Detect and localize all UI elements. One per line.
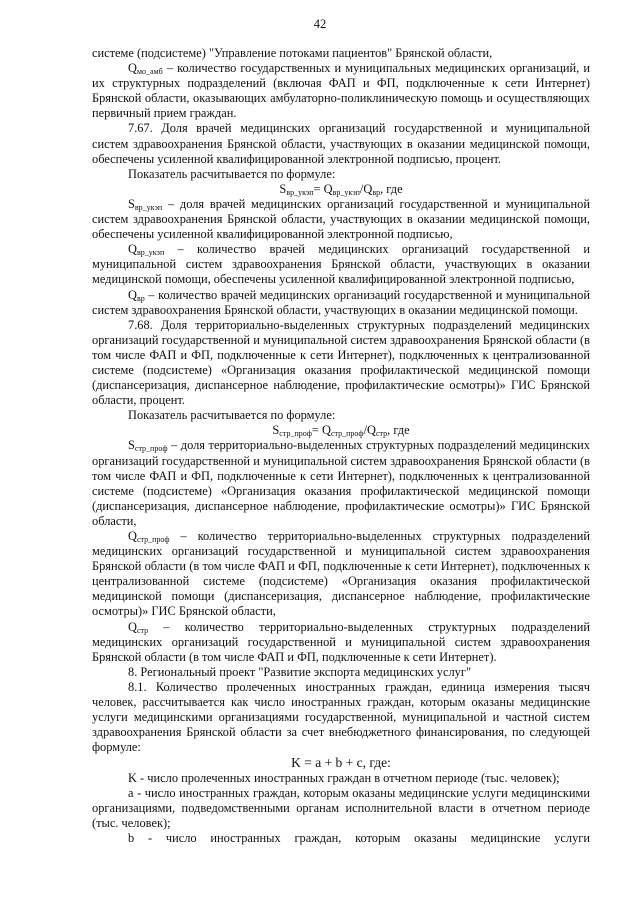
paragraph-p12	[92, 438, 590, 529]
paragraph-p9	[92, 318, 590, 409]
paragraph-p17	[92, 755, 590, 770]
text-segment: Q	[128, 529, 137, 543]
paragraph-p2	[92, 61, 590, 121]
paragraph-p6	[92, 197, 590, 242]
paragraph-p14	[92, 620, 590, 665]
text-segment: /Q	[363, 423, 376, 438]
subscript: вр	[136, 293, 145, 303]
text-segment: – доля территориально-выделенных структурных подразделений медицинских организаций государственной и муниципальной систем здравоохранения Брянской области (в том числе ФАП и ФП, подключенные к сети Интернет), подключенных к централизованной системе (подсистеме) «Организация оказания профилактической медицинской помощи (диспансеризация, диспансерное наблюдение, профилактические осмотры)» ГИС Брянской области,	[92, 438, 590, 528]
text-segment: /Q	[359, 181, 373, 196]
text-segment: – количество государственных и муниципальных медицинских организаций, и их структурных подразделений (включая ФАП и ФП, подключенные к сети Интернет) Брянской области, оказывающих амбулаторно-поликлиническую помощь и осуществляющих первичный прием граждан.	[92, 61, 590, 121]
text-segment: 7.67. Доля врачей медицинских организаций государственной и муниципальной систем здравоохранения Брянской области, участвующих в оказании медицинской помощи, обеспечены усиленной квалифицированной электронной подписью, процент.	[92, 121, 590, 166]
text-segment: Q	[128, 242, 137, 257]
subscript: вр_укэп	[134, 202, 163, 212]
text-segment: = Q	[313, 181, 333, 196]
subscript: вр_укэп	[286, 187, 314, 197]
text-segment: , где	[380, 181, 403, 196]
subscript: стр	[136, 625, 149, 635]
paragraph-p3	[92, 121, 590, 166]
text-segment: S	[279, 181, 287, 196]
text-segment: , где	[387, 423, 410, 438]
text-segment: – количество территориально-выделенных структурных подразделений медицинских организаций государственной и муниципальной систем здравоохранения Брянской области (в том числе ФАП и ФП, подключенные к сети Интернет), подключенных к централизованной системе (подсистеме) «Организация оказания профилактической медицинской помощи (диспансеризация, диспансерное наблюдение, профилактические осмотры)» ГИС Брянской области,	[92, 529, 590, 619]
page-number: 42	[313, 17, 327, 31]
subscript: стр_проф	[136, 535, 170, 544]
subscript: стр_проф	[134, 444, 168, 454]
text-segment: – количество врачей медицинских организаций государственной и муниципальной систем здравоохранения Брянской области, участвующих в оказании медицинской помощи, обеспечены усиленной квалифицированной электронной подписью,	[92, 242, 590, 287]
text-segment: b - число иностранных граждан, которым оказаны медицинские услуги	[128, 830, 590, 845]
text-segment: – количество врачей медицинских организаций государственной и муниципальной систем здравоохранения Брянской области, участвующих в оказании медицинской помощи.	[92, 287, 590, 317]
paragraph-p18	[92, 771, 590, 786]
subscript: стр_проф	[330, 429, 364, 439]
document-body	[92, 46, 590, 846]
paragraph-p8	[92, 288, 590, 318]
paragraph-p19	[92, 786, 590, 831]
text-segment: S	[128, 196, 135, 211]
paragraph-p5	[92, 182, 590, 197]
text-segment: S	[272, 423, 280, 438]
paragraph-p20	[92, 831, 590, 846]
subscript: мо_амб	[136, 67, 163, 77]
subscript: вр	[372, 187, 381, 197]
text-segment: 7.68. Доля территориально-выделенных структурных подразделений медицинских организаций государственной и муниципальной систем здравоохранения Брянской области (в том числе ФАП и ФП, подключенные к сети Интернет), подключенных к централизованной системе (подсистеме) «Организация оказания профилактической медицинской помощи (диспансеризация, диспансерное наблюдение, профилактические осмотры)» ГИС Брянской области, процент.	[92, 317, 590, 408]
text-segment: = Q	[311, 423, 331, 438]
text-segment: Показатель расчитывается по формуле:	[128, 408, 336, 423]
paragraph-p16	[92, 680, 590, 755]
text-segment: S	[128, 438, 135, 453]
paragraph-p13	[92, 529, 590, 620]
text-segment: – количество территориально-выделенных структурных подразделений медицинских организаций государственной и муниципальной систем здравоохранения Брянской области (в том числе ФАП и ФП, подключенные к сети Интернет).	[92, 619, 590, 664]
paragraph-p1	[92, 46, 590, 61]
subscript: стр	[375, 429, 388, 439]
text-segment: K - число пролеченных иностранных граждан в отчетном периоде (тыс. человек);	[128, 770, 560, 785]
paragraph-p10	[92, 408, 590, 423]
text-segment: 8.1. Количество пролеченных иностранных граждан, единица измерения тысяч человек, рассчитывается как число иностранных граждан, которым оказаны медицинские услуги медицинскими организациями государственной, муниципальной и частной систем здравоохранения Брянской области за счет внебюджетного финансирования, по следующей формуле:	[92, 679, 590, 755]
paragraph-p11	[92, 423, 590, 438]
subscript: стр_проф	[279, 429, 312, 439]
text-segment: K = a + b + c, где:	[291, 755, 391, 771]
text-segment: – доля врачей медицинских организаций государственной и муниципальной систем здравоохранения Брянской области, участвующих в оказании медицинской помощи, обеспечены усиленной квалифицированной электронной подписью,	[92, 196, 590, 242]
paragraph-p4	[92, 167, 590, 182]
text-segment: Q	[128, 287, 137, 302]
text-segment: a - число иностранных граждан, которым оказаны медицинские услуги медицинскими организациями, подведомственными органам исполнительной власти в отчетном периоде (тыс. человек);	[92, 785, 590, 830]
text-segment: Q	[128, 619, 137, 634]
text-segment: Q	[128, 61, 137, 76]
subscript: вр_укэп	[332, 187, 360, 197]
text-segment: 8. Региональный проект "Развитие экспорта медицинских услуг"	[128, 664, 472, 679]
paragraph-p15	[92, 665, 590, 680]
paragraph-p7	[92, 242, 590, 287]
subscript: вр_укэп	[136, 248, 165, 258]
text-segment: Показатель расчитывается по формуле:	[128, 166, 336, 181]
text-segment: системе (подсистеме) "Управление потоками пациентов" Брянской области,	[92, 46, 493, 60]
